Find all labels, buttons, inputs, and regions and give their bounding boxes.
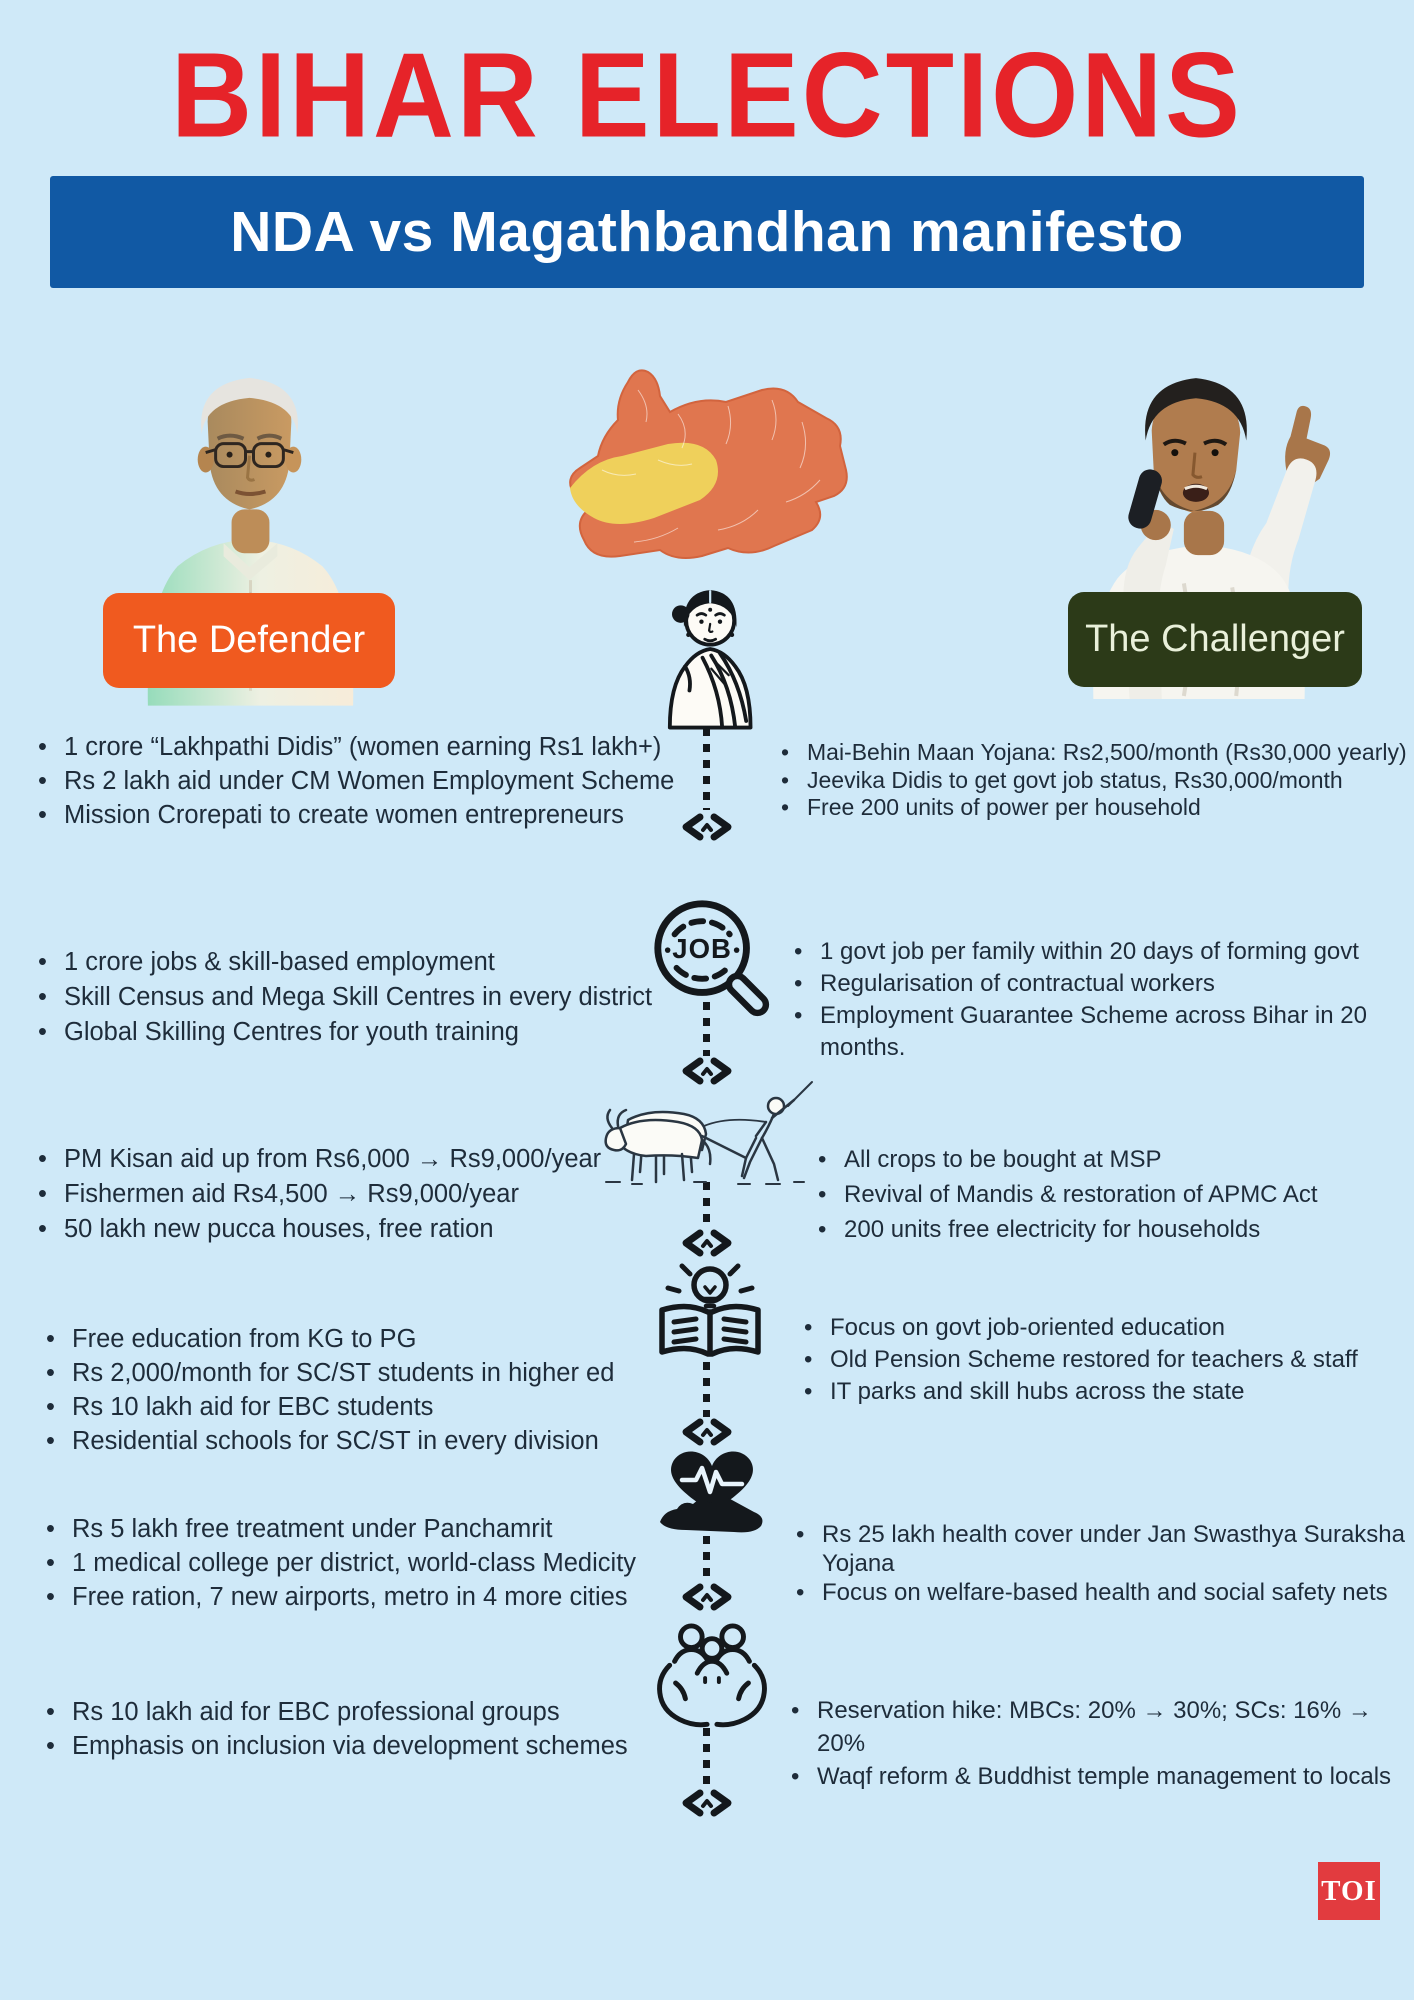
- bullet-point: • Mai-Behin Maan Yojana: Rs2,500/month (Rs30,000 yearly): [775, 739, 1414, 767]
- bullet-point: • Skill Census and Mega Skill Centres in every district: [32, 980, 722, 1015]
- defender-badge: [103, 593, 395, 688]
- bullet-point: • IT parks and skill hubs across the state: [798, 1376, 1408, 1408]
- challenger-points-inclusion: [785, 1694, 1410, 1793]
- bullet-point: • Revival of Mandis & restoration of APMC Act: [812, 1177, 1412, 1212]
- challenger-points-farmers: [812, 1142, 1412, 1247]
- defender-points-women: [32, 730, 722, 832]
- community-hands-icon: [648, 1620, 776, 1730]
- bullet-point: • Free ration, 7 new airports, metro in 4 more cities: [40, 1580, 730, 1614]
- health-heart-hand-icon: [652, 1440, 772, 1544]
- bullet-point: • Global Skilling Centres for youth training: [32, 1015, 722, 1050]
- bihar-map: [558, 360, 850, 560]
- bullet-point: • All crops to be bought at MSP: [812, 1142, 1412, 1177]
- toi-logo: [1318, 1862, 1380, 1920]
- defender-points-jobs: [32, 945, 722, 1050]
- defender-points-education: [40, 1322, 730, 1458]
- bullet-point: • Free education from KG to PG: [40, 1322, 730, 1356]
- defender-label: The Defender: [132, 619, 366, 661]
- challenger-points-education: [798, 1312, 1408, 1408]
- challenger-badge: [1068, 592, 1362, 687]
- bullet-point: • Focus on govt job-oriented education: [798, 1312, 1408, 1344]
- bullet-point: • Regularisation of contractual workers: [788, 968, 1408, 1000]
- farmer-plough-icon: [598, 1076, 818, 1188]
- bullet-point: • Emphasis on inclusion via development schemes: [40, 1729, 730, 1763]
- bullet-point: • 1 crore “Lakhpathi Didis” (women earning Rs1 lakh+): [32, 730, 722, 764]
- challenger-label: The Challenger: [1085, 618, 1345, 660]
- left-right-arrow-icon: [677, 1788, 737, 1818]
- bullet-point: • 50 lakh new pucca houses, free ration: [32, 1212, 722, 1247]
- defender-points-health: [40, 1512, 730, 1614]
- education-book-bulb-icon: [648, 1258, 772, 1366]
- challenger-points-women: [775, 739, 1414, 822]
- toi-logo-text: TOI: [1321, 1874, 1377, 1907]
- bullet-point: • Rs 10 lakh aid for EBC students: [40, 1390, 730, 1424]
- bullet-point: • 1 crore jobs & skill-based employment: [32, 945, 722, 980]
- bullet-point: • Reservation hike: MBCs: 20% → 30%; SCs: 16% → 20%: [785, 1694, 1410, 1760]
- bullet-point: • Jeevika Didis to get govt job status, Rs30,000/month: [775, 767, 1414, 795]
- bullet-point: • Free 200 units of power per household: [775, 794, 1414, 822]
- subtitle-banner: [50, 176, 1364, 288]
- bullet-point: • Waqf reform & Buddhist temple management to locals: [785, 1760, 1410, 1793]
- bullet-point: • Employment Guarantee Scheme across Bihar in 20 months.: [788, 1000, 1408, 1064]
- bullet-point: • Rs 25 lakh health cover under Jan Swasthya Suraksha Yojana: [790, 1520, 1414, 1578]
- job-search-icon: [645, 893, 777, 1023]
- bullet-point: • Mission Crorepati to create women entrepreneurs: [32, 798, 722, 832]
- page-title: BIHAR ELECTIONS: [171, 27, 1243, 163]
- svg-text:JOB: JOB: [672, 933, 732, 965]
- bullet-point: • 200 units free electricity for households: [812, 1212, 1412, 1247]
- bullet-point: • Focus on welfare-based health and social safety nets: [790, 1578, 1414, 1607]
- subtitle-text: NDA vs Magathbandhan manifesto: [230, 200, 1184, 264]
- defender-points-inclusion: [40, 1695, 730, 1763]
- bullet-point: • Fishermen aid Rs4,500 → Rs9,000/year: [32, 1177, 722, 1212]
- bullet-point: • Old Pension Scheme restored for teachers & staff: [798, 1344, 1408, 1376]
- bullet-point: • Rs 2 lakh aid under CM Women Employment Scheme: [32, 764, 722, 798]
- challenger-points-jobs: [788, 936, 1408, 1064]
- challenger-points-health: [790, 1520, 1414, 1607]
- bullet-point: • Rs 2,000/month for SC/ST students in higher ed: [40, 1356, 730, 1390]
- bullet-point: • Rs 5 lakh free treatment under Panchamrit: [40, 1512, 730, 1546]
- bihar-map-graphic: [558, 360, 850, 560]
- bullet-point: • 1 govt job per family within 20 days of forming govt: [788, 936, 1408, 968]
- woman-icon: [648, 577, 768, 730]
- bullet-point: • Residential schools for SC/ST in every division: [40, 1424, 730, 1458]
- bullet-point: • Rs 10 lakh aid for EBC professional groups: [40, 1695, 730, 1729]
- bullet-point: • 1 medical college per district, world-class Medicity: [40, 1546, 730, 1580]
- bullet-point: • PM Kisan aid up from Rs6,000 → Rs9,000/year: [32, 1142, 722, 1177]
